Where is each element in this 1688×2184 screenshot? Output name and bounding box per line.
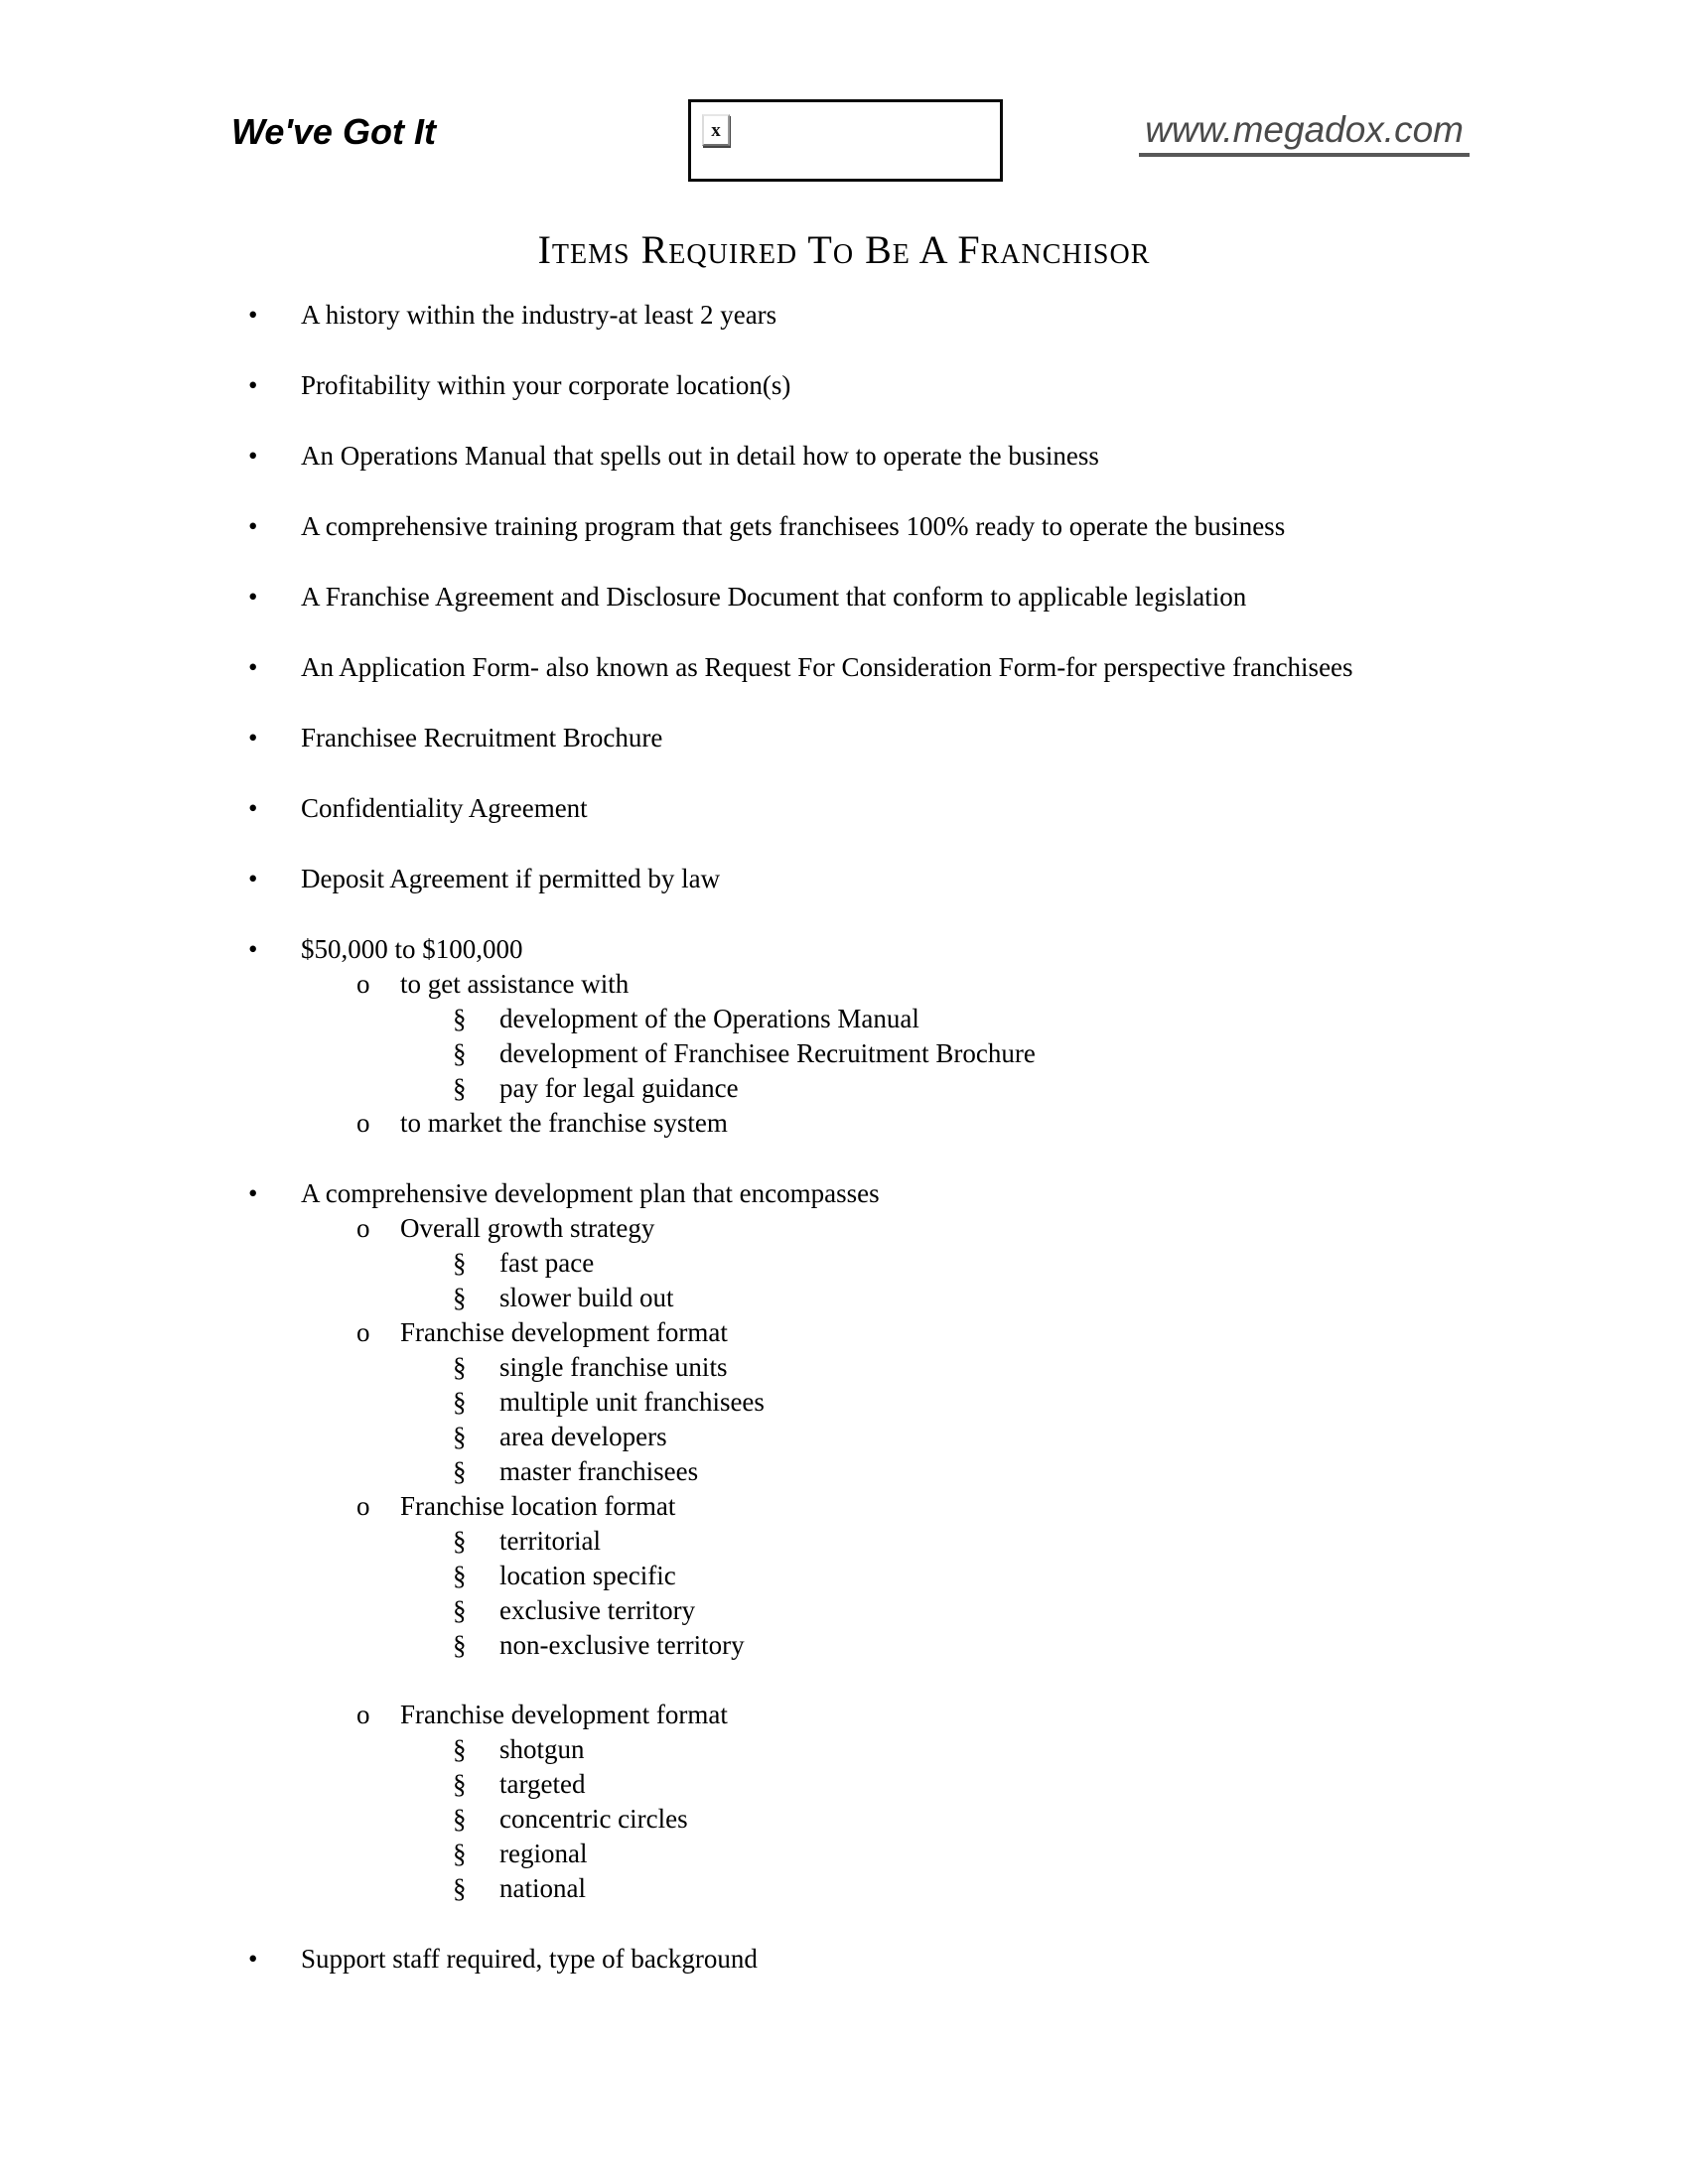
list-item-text: national [499,1873,586,1903]
bullet-disc-marker: • [248,370,258,400]
list-item-level1 [248,934,1599,964]
list-item-text: master franchisees [499,1456,699,1486]
list-item-text: non-exclusive territory [499,1630,745,1660]
franchisor-requirements-list [248,300,1599,1974]
list-item-level2 [248,1491,1599,1521]
list-item-text: to get assistance with [400,969,630,999]
circle-o-marker: o [356,1213,370,1243]
list-item-level1 [248,1944,1599,1974]
list-item-text: development of Franchisee Recruitment Brochure [499,1038,1036,1068]
list-item-text: slower build out [499,1283,674,1312]
list-item-level1 [248,723,1599,752]
list-item-level3 [248,1387,1599,1417]
section-sign-marker: § [453,1839,467,1868]
bullet-disc-marker: • [248,582,258,612]
section-sign-marker: § [453,1456,467,1486]
list-item-level2 [248,969,1599,999]
list-item-text: $50,000 to $100,000 [301,934,523,964]
list-item-text: targeted [499,1769,586,1799]
list-item-level1 [248,864,1599,893]
circle-o-marker: o [356,969,370,999]
section-sign-marker: § [453,1595,467,1625]
list-item-level2 [248,1317,1599,1347]
bullet-disc-marker: • [248,652,258,682]
list-item-level3 [248,1734,1599,1764]
list-item-text: single franchise units [499,1352,728,1382]
list-item-level3 [248,1073,1599,1103]
bullet-disc-marker: • [248,511,258,541]
list-item-text: Franchise development format [400,1700,728,1729]
list-item-text: A comprehensive training program that gets franchisees 100% ready to operate the business [301,511,1286,541]
list-item-level3 [248,1873,1599,1903]
bullet-disc-marker: • [248,934,258,964]
list-item-text: area developers [499,1422,667,1451]
list-item-text: exclusive territory [499,1595,696,1625]
list-item-text: Deposit Agreement if permitted by law [301,864,721,893]
circle-o-marker: o [356,1317,370,1347]
section-sign-marker: § [453,1038,467,1068]
list-item-level3 [248,1595,1599,1625]
list-item-level3 [248,1630,1599,1660]
list-item-text: Franchise development format [400,1317,728,1347]
section-sign-marker: § [453,1630,467,1660]
section-sign-marker: § [453,1769,467,1799]
list-item-text: Overall growth strategy [400,1213,655,1243]
section-sign-marker: § [453,1248,467,1278]
list-item-text: concentric circles [499,1804,688,1834]
list-item-text: territorial [499,1526,601,1556]
broken-image-placeholder [688,99,1003,182]
list-item-level1 [248,441,1599,471]
list-item-text: An Operations Manual that spells out in detail how to operate the business [301,441,1099,471]
brand-logo-text: We've Got It [231,111,436,152]
list-item-level1 [248,511,1599,541]
bullet-disc-marker: • [248,864,258,893]
bullet-disc-marker: • [248,300,258,330]
list-item-level2 [248,1108,1599,1138]
list-item-level1 [248,1178,1599,1208]
list-item-level3 [248,1456,1599,1486]
list-item-text: A history within the industry-at least 2 years [301,300,777,330]
document-title: Items Required To Be A Franchisor [537,227,1151,272]
section-sign-marker: § [453,1352,467,1382]
section-sign-marker: § [453,1283,467,1312]
section-sign-marker: § [453,1004,467,1033]
x-icon: x [711,119,721,141]
list-item-text: fast pace [499,1248,595,1278]
list-item-text: shotgun [499,1734,585,1764]
list-item-text: multiple unit franchisees [499,1387,765,1417]
list-item-level3 [248,1561,1599,1590]
bullet-disc-marker: • [248,723,258,752]
section-sign-marker: § [453,1561,467,1590]
list-item-level3 [248,1038,1599,1068]
circle-o-marker: o [356,1700,370,1729]
list-item-level3 [248,1248,1599,1278]
section-sign-marker: § [453,1734,467,1764]
section-sign-marker: § [453,1804,467,1834]
list-item-text: Franchisee Recruitment Brochure [301,723,663,752]
bullet-disc-marker: • [248,1944,258,1974]
list-item-level3 [248,1283,1599,1312]
list-item-text: An Application Form- also known as Request For Consideration Form-for perspective franchisees [301,652,1353,682]
list-item-text: to market the franchise system [400,1108,728,1138]
section-sign-marker: § [453,1873,467,1903]
list-item-text: pay for legal guidance [499,1073,739,1103]
list-item-level2 [248,1213,1599,1243]
list-item-level1 [248,582,1599,612]
list-item-level2 [248,1700,1599,1729]
section-sign-marker: § [453,1073,467,1103]
list-item-level3 [248,1004,1599,1033]
section-sign-marker: § [453,1422,467,1451]
list-item-text: location specific [499,1561,676,1590]
list-item-level3 [248,1352,1599,1382]
list-item-level3 [248,1769,1599,1799]
list-item-text: development of the Operations Manual [499,1004,919,1033]
list-item-level1 [248,652,1599,682]
list-item-level1 [248,300,1599,330]
bullet-disc-marker: • [248,793,258,823]
list-item-text: Franchise location format [400,1491,676,1521]
bullet-disc-marker: • [248,441,258,471]
website-link[interactable]: www.megadox.com [1139,109,1470,157]
list-item-level1 [248,793,1599,823]
list-item-level3 [248,1839,1599,1868]
list-item-text: Profitability within your corporate location(s) [301,370,791,400]
section-sign-marker: § [453,1526,467,1556]
list-item-level3 [248,1804,1599,1834]
section-sign-marker: § [453,1387,467,1417]
list-item-text: A Franchise Agreement and Disclosure Document that conform to applicable legislation [301,582,1247,612]
list-item-text: A comprehensive development plan that encompasses [301,1178,880,1208]
list-item-text: regional [499,1839,588,1868]
list-item-level1 [248,370,1599,400]
list-item-text: Confidentiality Agreement [301,793,588,823]
circle-o-marker: o [356,1108,370,1138]
list-item-level3 [248,1422,1599,1451]
list-item-level3 [248,1526,1599,1556]
circle-o-marker: o [356,1491,370,1521]
list-item-text: Support staff required, type of background [301,1944,758,1974]
bullet-disc-marker: • [248,1178,258,1208]
broken-image-icon [702,114,730,146]
